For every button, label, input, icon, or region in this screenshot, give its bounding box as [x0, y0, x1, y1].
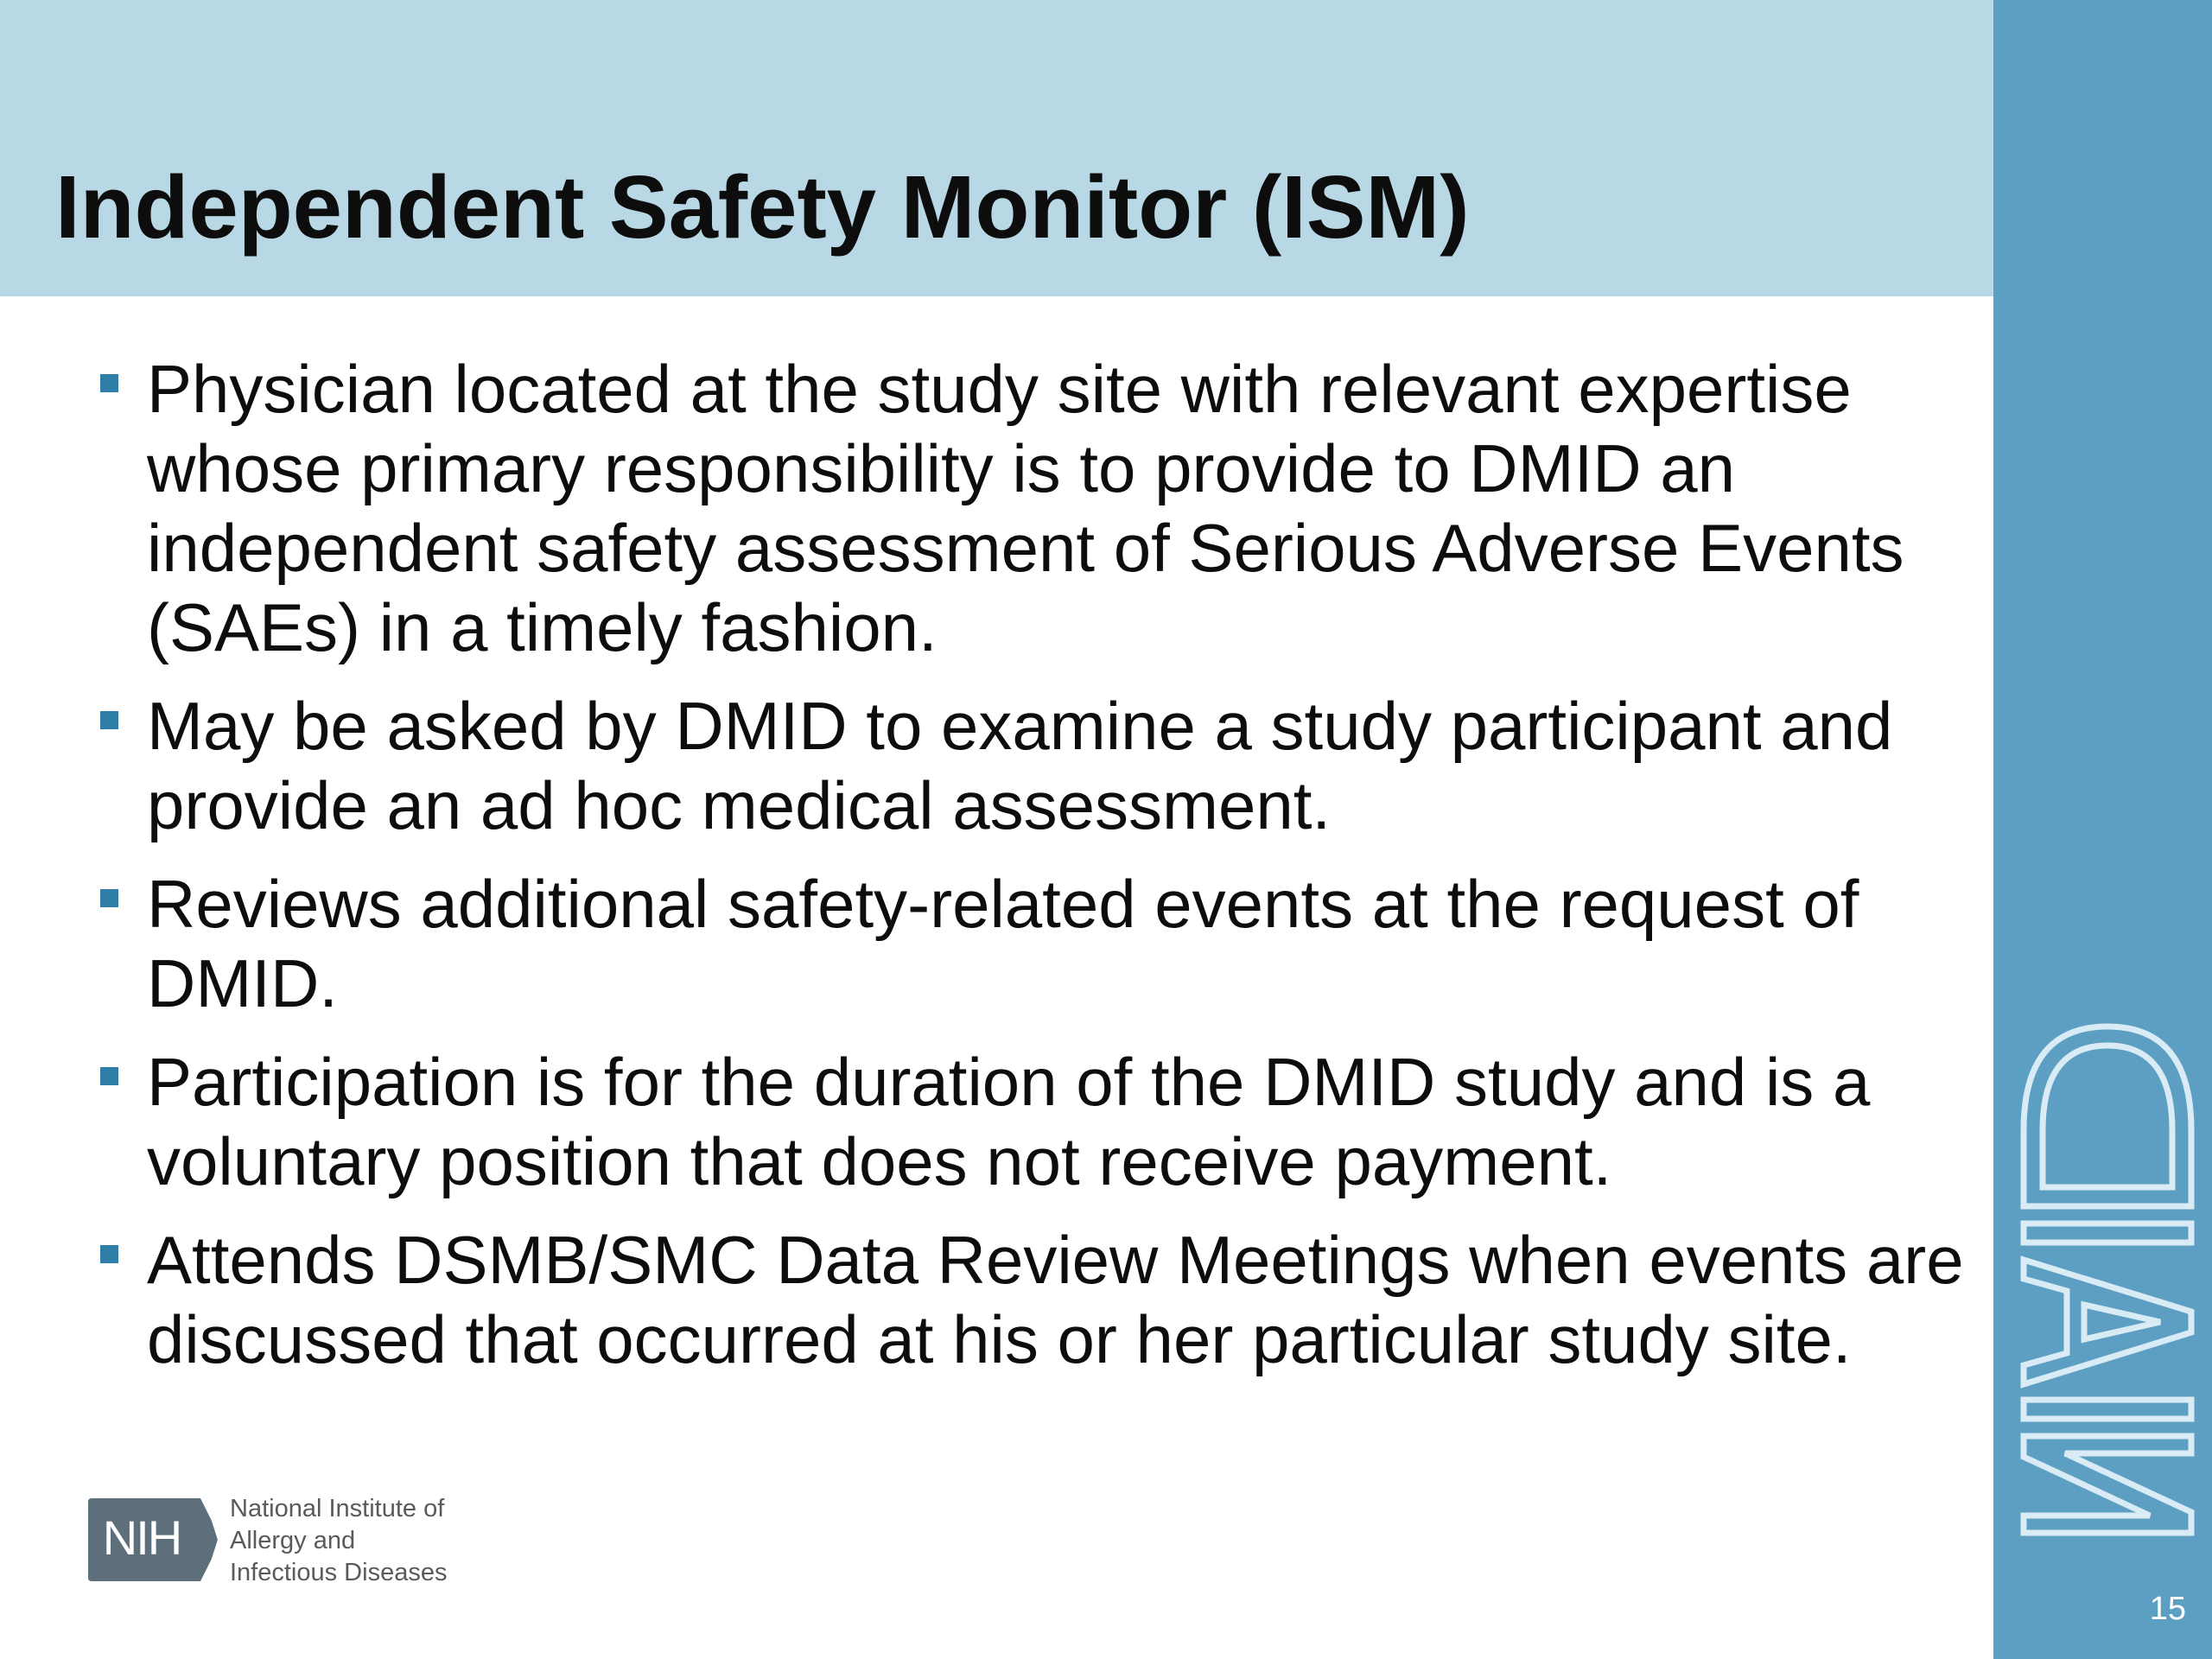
square-bullet-icon: [100, 889, 118, 907]
bullet-text: Participation is for the duration of the DMID study and is a voluntary position that does not receive payment.: [147, 1044, 1871, 1199]
nih-name-line: Infectious Diseases: [230, 1559, 448, 1586]
nih-institute-name: [230, 1493, 489, 1589]
bullet-item: [0, 686, 1979, 845]
bullet-text: Attends DSMB/SMC Data Review Meetings when events are discussed that occurred at his or her particular study site.: [147, 1222, 1964, 1377]
bullet-item: [0, 864, 1979, 1023]
slide-title: Independent Safety Monitor (ISM): [55, 157, 1470, 257]
bullet-list: [0, 349, 1979, 1398]
bullet-text: May be asked by DMID to examine a study participant and provide an ad hoc medical assessment.: [147, 688, 1893, 843]
square-bullet-icon: [100, 374, 118, 392]
nih-badge-label: NIH: [102, 1510, 181, 1565]
bullet-item: [0, 1220, 1979, 1379]
bullet-text: Physician located at the study site with relevant expertise whose primary responsibility is to provide to DMID an independent safety assessment of Serious Adverse Events (SAEs) in a timely fashion.: [147, 351, 1904, 665]
square-bullet-icon: [100, 1067, 118, 1085]
niaid-logo: [2015, 1009, 2200, 1545]
nih-logo: [88, 1493, 486, 1588]
bullet-item: [0, 349, 1979, 667]
bullet-item: [0, 1042, 1979, 1201]
page-number: 15: [2149, 1591, 2186, 1627]
square-bullet-icon: [100, 711, 118, 729]
nih-name-line: Allergy and: [230, 1527, 356, 1554]
nih-name-line: National Institute of: [230, 1495, 445, 1522]
bullet-text: Reviews additional safety-related events at the request of DMID.: [147, 866, 1859, 1021]
square-bullet-icon: [100, 1245, 118, 1263]
